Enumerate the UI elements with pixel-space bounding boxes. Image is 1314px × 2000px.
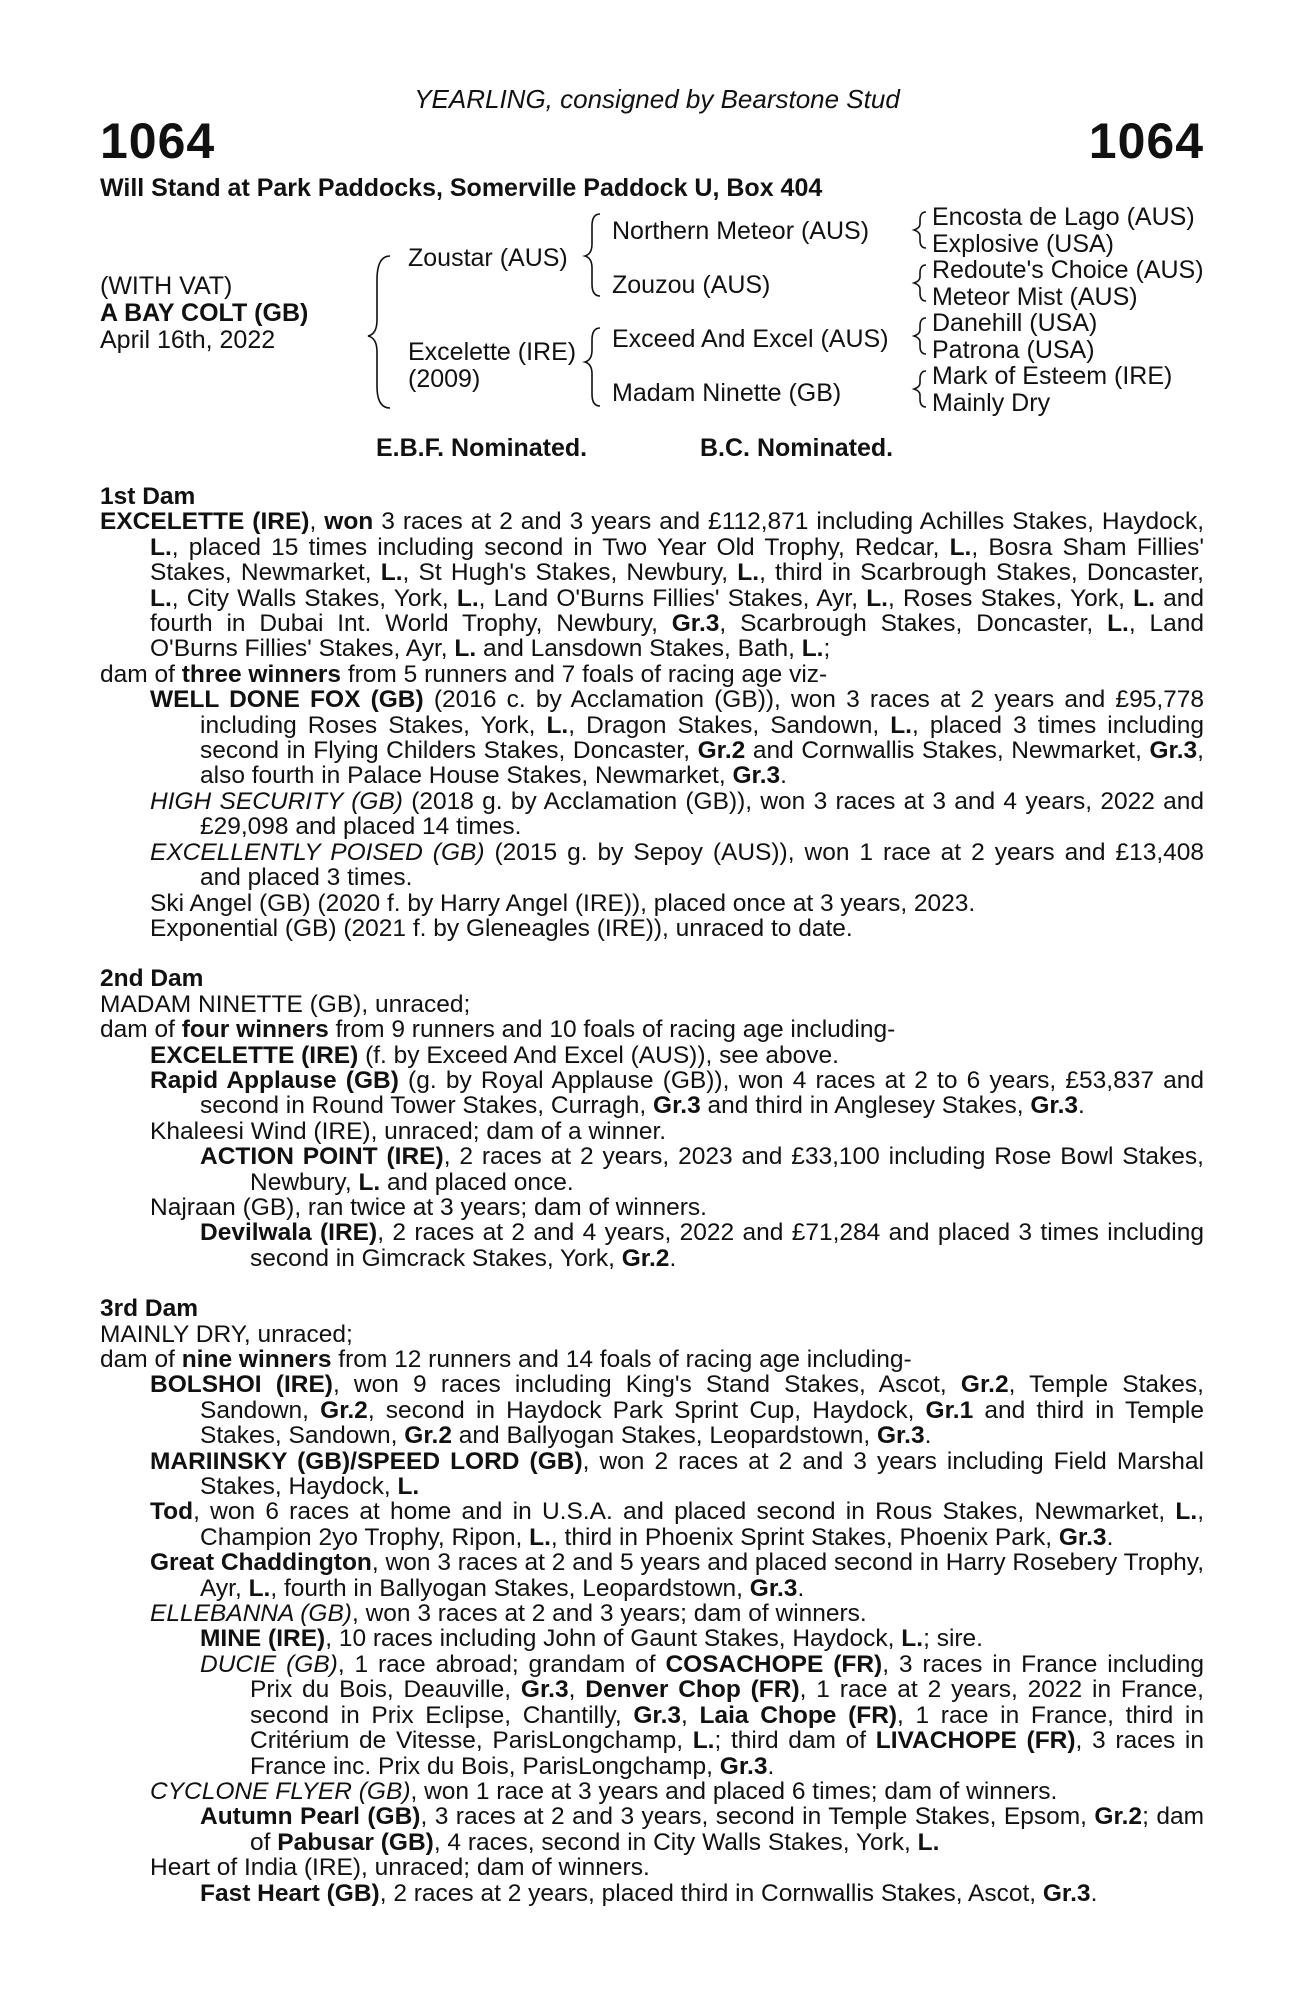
bold-run: Gr.3 <box>671 610 720 638</box>
bold-run: L. <box>529 1523 551 1551</box>
italic-run: HIGH SECURITY (GB) <box>150 787 403 815</box>
bold-run: L. <box>150 584 172 612</box>
text-run: dam of <box>100 660 182 688</box>
dam-year: (2009) <box>408 365 481 393</box>
bold-run: L. <box>949 533 972 561</box>
pedigree-brackets <box>0 0 1 1</box>
produce-entry <box>100 1550 1204 1601</box>
dam-summary-line <box>100 1347 1204 1372</box>
text-run: , won 1 race at 3 years and placed 6 times; dam of winners. <box>410 1777 1058 1805</box>
text-run: (2015 g. by Sepoy (AUS)), won 1 race at 2 years and £13,408 and placed 3 times. <box>200 838 1205 892</box>
vat-note: (WITH VAT) <box>100 272 233 300</box>
text-run: , Dragon Stakes, Sandown, <box>568 711 891 739</box>
bold-run: Gr.3 <box>719 1752 768 1780</box>
text-run: (g. by Royal Applause (GB)), won 4 races at 2 to 6 years, £53,837 and second in Round Tower Stakes, Curragh, <box>200 1066 1205 1120</box>
text-run: and third in Temple Stakes, Sandown, <box>200 1396 1205 1450</box>
bold-run: L. <box>454 635 477 663</box>
produce-entry <box>100 1881 1204 1906</box>
produce-entry <box>100 1779 1204 1804</box>
text-run: , <box>568 1676 586 1704</box>
text-run: , won 3 races at 2 and 5 years and placed second in Harry Rosebery Trophy, Ayr, <box>200 1549 1204 1602</box>
italic-run: DUCIE (GB) <box>200 1650 338 1678</box>
text-run: , 4 races, second in City Walls Stakes, York, <box>433 1828 918 1856</box>
bold-run: L. <box>917 1828 940 1856</box>
text-run: from 12 runners and 14 foals of racing age including- <box>331 1346 912 1373</box>
text-run: . <box>797 1574 805 1602</box>
dam-summary-line <box>100 1322 1204 1347</box>
ggp-4: Meteor Mist (AUS) <box>932 283 1138 311</box>
ggp-7: Mark of Esteem (IRE) <box>932 362 1173 390</box>
bold-run: Gr.3 <box>732 762 781 790</box>
italic-run: ELLEBANNA (GB) <box>150 1600 352 1628</box>
text-run: (2016 c. by Acclamation (GB)), won 3 races at 2 years and £95,778 including Roses Stakes, York, <box>200 686 1204 739</box>
bold-run: Laia Chope (FR) <box>699 1701 898 1729</box>
text-run: . <box>924 1422 932 1450</box>
bracket-dam <box>585 328 600 406</box>
text-run: , second in Haydock Park Sprint Cup, Haydock, <box>367 1396 926 1424</box>
text-run: . <box>1106 1523 1114 1551</box>
text-run: . <box>669 1244 677 1272</box>
italic-run: EXCELLENTLY POISED (GB) <box>150 838 485 866</box>
text-run: from 5 runners and 7 foals of racing age viz- <box>341 660 828 688</box>
bc-nomination: B.C. Nominated. <box>700 434 894 462</box>
second-dam-lines <box>100 992 1204 1271</box>
lot-number-left: 1064 <box>100 113 216 169</box>
bold-run: L. <box>737 559 760 587</box>
bold-run: Gr.2 <box>1094 1803 1143 1831</box>
first-dam-heading: 1st Dam <box>100 483 196 510</box>
bold-run: Gr.3 <box>653 1092 701 1120</box>
produce-entry <box>100 1119 1204 1144</box>
bracket-ggp-4 <box>914 371 926 407</box>
text-run: ; <box>823 635 831 663</box>
text-run: and Lansdown Stakes, Bath, <box>476 635 802 663</box>
text-run: , Land O'Burns Fillies' Stakes, Ayr, <box>150 610 1204 663</box>
bold-run: Gr.3 <box>520 1676 569 1704</box>
bold-run: ACTION POINT (IRE) <box>200 1143 444 1171</box>
produce-entry <box>100 1449 1204 1500</box>
text-run: . <box>780 762 787 790</box>
text-run: , 1 race at 2 years, 2022 in France, second in Prix Eclipse, Chantilly, <box>250 1676 1204 1729</box>
text-run: and third in Anglesey Stakes, <box>700 1092 1031 1120</box>
bold-run: MARIINSKY (GB)/SPEED LORD (GB) <box>150 1447 583 1475</box>
produce-entry <box>100 1855 1204 1880</box>
bold-run: three winners <box>181 660 342 688</box>
bold-run: L. <box>866 584 888 612</box>
text-run: Khaleesi Wind (IRE), unraced; dam of a winner. <box>150 1117 667 1145</box>
bold-run: L. <box>380 559 403 587</box>
consignment-line: YEARLING, consigned by Bearstone Stud <box>414 84 900 114</box>
bracket-ggp-3 <box>914 318 926 354</box>
produce-entry <box>100 1220 1204 1271</box>
text-run: , won 9 races including King's Stand Stakes, Ascot, <box>332 1371 961 1399</box>
ggp-3: Redoute's Choice (AUS) <box>932 256 1204 284</box>
produce-entry <box>100 1043 1204 1068</box>
bold-run: Gr.2 <box>697 737 746 765</box>
text-run: , placed 15 times including second in Two Year Old Trophy, Redcar, <box>171 533 950 561</box>
lot-subject-name: A BAY COLT (GB) <box>100 299 309 327</box>
text-run: , Temple Stakes, Sandown, <box>200 1371 1204 1424</box>
third-dam-lines <box>100 1322 1204 1906</box>
dam-sire: Exceed And Excel (AUS) <box>612 325 889 353</box>
bold-run: Tod <box>150 1498 194 1526</box>
bold-run: won <box>324 508 374 536</box>
bold-run: LIVACHOPE (FR) <box>875 1727 1076 1755</box>
text-run: ; sire. <box>923 1625 983 1653</box>
bold-run: Gr.2 <box>621 1244 670 1272</box>
text-run: . <box>767 1752 775 1780</box>
sire-dam: Zouzou (AUS) <box>612 271 771 299</box>
text-run: . <box>1090 1879 1098 1907</box>
produce-entry <box>100 1499 1204 1550</box>
bold-run: nine winners <box>181 1346 332 1373</box>
bold-run: Gr.3 <box>876 1422 925 1450</box>
text-run: MADAM NINETTE (GB), unraced; <box>100 990 471 1018</box>
bold-run: L. <box>901 1625 924 1653</box>
text-run: dam of <box>100 1346 182 1373</box>
bold-run: Gr.3 <box>1149 737 1198 765</box>
bold-run: L. <box>801 635 824 663</box>
ebf-nomination: E.B.F. Nominated. <box>376 434 588 462</box>
bold-run: Gr.3 <box>633 1701 682 1729</box>
dam-summary-line <box>100 992 1204 1017</box>
bold-run: EXCELETTE (IRE) <box>150 1041 359 1069</box>
text-run: MAINLY DRY, unraced; <box>100 1320 353 1348</box>
text-run: , 1 race abroad; grandam of <box>337 1650 666 1678</box>
text-run: , 2 races at 2 and 4 years, 2022 and £71,284 and placed 3 times including second in Gimcrack Stakes, York, <box>250 1219 1204 1272</box>
bracket-sire <box>585 214 600 296</box>
ggp-1: Encosta de Lago (AUS) <box>932 203 1195 231</box>
text-run: , won 3 races at 2 and 3 years; dam of winners. <box>351 1600 867 1628</box>
text-run: , third in Phoenix Sprint Stakes, Phoenix Park, <box>550 1523 1059 1551</box>
text-run: ; dam of <box>250 1803 1205 1856</box>
ggp-6: Patrona (USA) <box>932 336 1095 364</box>
sire-name: Zoustar (AUS) <box>408 244 568 272</box>
bold-run: four winners <box>181 1016 329 1044</box>
bold-run: Fast Heart (GB) <box>200 1879 380 1907</box>
bold-run: L. <box>890 711 912 739</box>
bold-run: EXCELETTE (IRE) <box>100 508 310 536</box>
text-run: (f. by Exceed And Excel (AUS)), see above. <box>358 1041 839 1069</box>
text-run: , placed 3 times including second in Flying Childers Stakes, Doncaster, <box>200 711 1204 765</box>
produce-entry <box>100 1804 1204 1855</box>
bold-run: Gr.1 <box>925 1396 974 1424</box>
text-run: and Ballyogan Stakes, Leopardstown, <box>451 1422 877 1450</box>
text-run: and fourth in Dubai Int. World Trophy, Newbury, <box>150 584 1205 638</box>
text-run: , 10 races including John of Gaunt Stakes, Haydock, <box>325 1625 902 1653</box>
produce-entry <box>100 1626 1204 1651</box>
bold-run: Rapid Applause (GB) <box>150 1066 399 1094</box>
text-run: , 3 races in France including Prix du Bois, Deauville, <box>250 1650 1204 1704</box>
text-run: , Bosra Sham Fillies' Stakes, Newmarket, <box>150 533 1204 587</box>
second-dam-heading: 2nd Dam <box>100 965 204 993</box>
ggp-8: Mainly Dry <box>932 389 1051 417</box>
bold-run: Autumn Pearl (GB) <box>200 1803 421 1831</box>
text-run: , 3 races in France inc. Prix du Bois, ParisLongchamp, <box>250 1727 1204 1780</box>
bold-run: L. <box>150 533 172 561</box>
text-run: Exponential (GB) (2021 f. by Gleneagles (IRE)), unraced to date. <box>150 914 853 942</box>
text-run: from 9 runners and 10 foals of racing age including- <box>328 1016 896 1044</box>
bold-run: Gr.2 <box>320 1396 368 1424</box>
foaling-date: April 16th, 2022 <box>100 326 276 354</box>
bold-run: L. <box>546 711 569 739</box>
progeny-entry <box>100 891 1204 916</box>
bold-run: Pabusar (GB) <box>277 1828 434 1856</box>
text-run: 3 races at 2 and 3 years and £112,871 including Achilles Stakes, Haydock, <box>373 508 1205 536</box>
produce-entry <box>100 1144 1204 1195</box>
bold-run: MINE (IRE) <box>200 1625 326 1653</box>
bold-run: Gr.3 <box>1042 1879 1091 1907</box>
text-run: , 3 races at 2 and 3 years, second in Temple Stakes, Epsom, <box>420 1803 1095 1831</box>
produce-entry <box>100 1601 1204 1626</box>
text-run: , 1 race in France, third in Critérium de Vitesse, ParisLongchamp, <box>250 1701 1204 1755</box>
sire-sire: Northern Meteor (AUS) <box>612 217 870 245</box>
text-run: Najraan (GB), ran twice at 3 years; dam of winners. <box>150 1193 707 1221</box>
bold-run: L. <box>1175 1498 1198 1526</box>
text-run: , 2 races at 2 years, 2023 and £33,100 including Rose Bowl Stakes, Newbury, <box>250 1143 1204 1196</box>
dam-summary-line <box>100 1017 1204 1042</box>
bold-run: L. <box>358 1168 381 1196</box>
third-dam-heading: 3rd Dam <box>100 1295 199 1323</box>
dam-dam: Madam Ninette (GB) <box>612 379 842 407</box>
bracket-ggp-1 <box>914 212 926 248</box>
bracket-ggp-2 <box>914 265 926 301</box>
produce-entry <box>100 1372 1204 1448</box>
bold-run: L. <box>1133 584 1155 612</box>
progeny-entry <box>100 789 1204 840</box>
bold-run: Denver Chop (FR) <box>585 1676 800 1704</box>
text-run: Ski Angel (GB) (2020 f. by Harry Angel (IRE)), placed once at 3 years, 2023. <box>150 889 976 917</box>
first-dam-summary <box>100 509 1204 661</box>
text-run: , won 2 races at 2 and 3 years including Field Marshal Stakes, Haydock, <box>200 1447 1204 1501</box>
lot-number-right: 1064 <box>1088 113 1204 169</box>
text-run: . <box>1078 1092 1085 1120</box>
text-run: , City Walls Stakes, York, <box>171 584 457 612</box>
bold-run: L. <box>397 1473 420 1501</box>
bold-run: Gr.3 <box>1030 1092 1079 1120</box>
stand-location: Will Stand at Park Paddocks, Somerville Paddock U, Box 404 <box>100 174 823 202</box>
text-run: and Cornwallis Stakes, Newmarket, <box>745 737 1150 765</box>
text-run: , third in Scarbrough Stakes, Doncaster, <box>759 559 1204 587</box>
text-run: , St Hugh's Stakes, Newbury, <box>402 559 738 587</box>
bold-run: BOLSHOI (IRE) <box>150 1371 333 1399</box>
text-run: , won 6 races at home and in U.S.A. and placed second in Rous Stakes, Newmarket, <box>193 1498 1176 1526</box>
text-run: , Scarbrough Stakes, Doncaster, <box>719 610 1108 638</box>
bold-run: Gr.2 <box>960 1371 1009 1399</box>
bold-run: COSACHOPE (FR) <box>665 1650 883 1678</box>
bold-run: Gr.2 <box>404 1422 452 1450</box>
text-run: , fourth in Ballyogan Stakes, Leopardstown, <box>270 1574 750 1602</box>
produce-entry <box>100 1652 1204 1779</box>
bold-run: L. <box>456 584 479 612</box>
progeny-entry <box>100 687 1204 789</box>
produce-entry <box>100 1195 1204 1220</box>
bold-run: Gr.3 <box>749 1574 798 1602</box>
text-run: and placed once. <box>380 1168 574 1196</box>
text-run: , Champion 2yo Trophy, Ripon, <box>200 1498 1204 1551</box>
dam-name: Excelette (IRE) <box>408 338 577 366</box>
bold-run: Great Chaddington <box>150 1549 372 1577</box>
bracket-subject <box>368 256 390 408</box>
ggp-2: Explosive (USA) <box>932 230 1114 258</box>
bold-run: Devilwala (IRE) <box>200 1219 378 1247</box>
progeny-entry <box>100 916 1204 941</box>
text-run: ; third dam of <box>714 1727 876 1755</box>
text-run: dam of <box>100 1016 182 1044</box>
bold-run: L. <box>1107 610 1129 638</box>
family-notes <box>100 484 1204 1906</box>
italic-run: CYCLONE FLYER (GB) <box>150 1777 411 1805</box>
bold-run: Gr.3 <box>1058 1523 1107 1551</box>
text-run: (2018 g. by Acclamation (GB)), won 3 races at 3 and 4 years, 2022 and £29,098 and placed 14 times. <box>200 787 1204 841</box>
bold-run: L. <box>248 1574 271 1602</box>
text-run: , also fourth in Palace House Stakes, Newmarket, <box>200 737 1204 790</box>
produce-entry <box>100 1068 1204 1119</box>
first-dam-produce-line <box>100 662 1204 687</box>
text-run: , 2 races at 2 years, placed third in Cornwallis Stakes, Ascot, <box>379 1879 1043 1907</box>
text-run: Heart of India (IRE), unraced; dam of winners. <box>150 1854 650 1882</box>
text-run: , Land O'Burns Fillies' Stakes, Ayr, <box>478 584 867 612</box>
progeny-entry <box>100 840 1204 891</box>
bold-run: WELL DONE FOX (GB) <box>150 686 424 714</box>
bold-run: L. <box>692 1727 715 1755</box>
text-run: , <box>681 1701 700 1729</box>
text-run: , Roses Stakes, York, <box>887 584 1134 612</box>
ggp-5: Danehill (USA) <box>932 309 1098 337</box>
text-run: , <box>309 508 325 536</box>
